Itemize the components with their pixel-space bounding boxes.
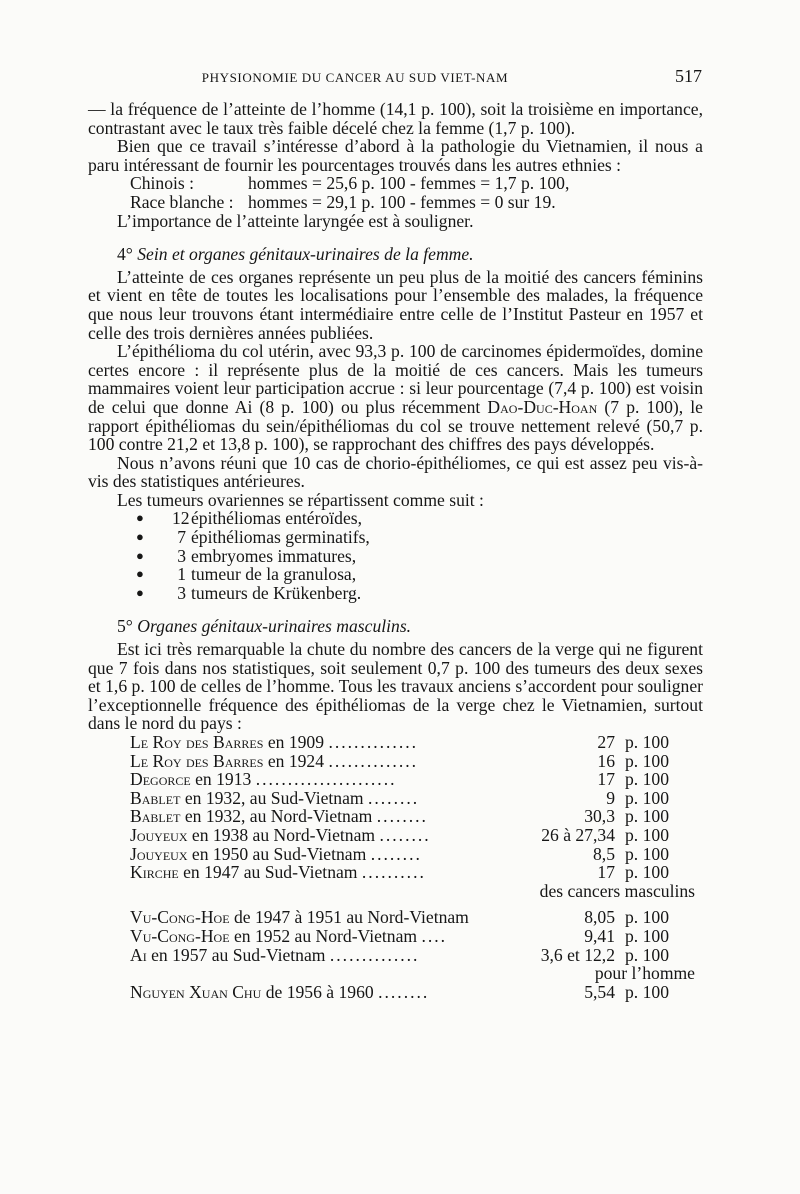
table-note: pour l’homme (594, 963, 695, 984)
author-name: Dao-Duc-Hoan (487, 396, 598, 417)
author-name: Vu-Cong-Hoe (130, 908, 230, 927)
section-number: 4° (117, 244, 133, 265)
row-value: 26 à 27,34 (541, 824, 615, 845)
table-row (130, 946, 695, 965)
statistics-table (130, 733, 695, 1001)
table-row (130, 752, 695, 771)
leader-dots: .... (421, 926, 448, 946)
row-unit: p. 100 (625, 824, 669, 845)
table-row (130, 845, 695, 864)
leader-dots: ........ (379, 825, 431, 845)
author-name: Jouyeux (130, 825, 188, 845)
author-name: Nguyen Xuan Chu (130, 982, 262, 1002)
paragraph: Les tumeurs ovariennes se répartissent comme suit : (117, 489, 484, 510)
row-value: 9 (606, 787, 615, 808)
row-value: 17 (597, 769, 615, 790)
author-name: Le Roy des Barres (130, 733, 264, 752)
row-unit: p. 100 (625, 732, 669, 752)
table-row (130, 826, 695, 845)
author-name: Kirche (130, 863, 179, 882)
item-count: 1 (177, 564, 186, 585)
row-unit: p. 100 (625, 944, 669, 965)
row-text: de 1956 à 1960 (265, 982, 374, 1002)
paragraph: — la fréquence de l’atteinte de l’homme (14,1 p. 100), soit la troisième en importance, contrastant avec le taux très faible décelé chez la femme (1,7 p. 100). (88, 99, 703, 138)
row-value: 9,41 (584, 925, 615, 946)
author-name: Le Roy des Barres (130, 751, 264, 771)
paragraph: L’importance de l’atteinte laryngée est à souligner. (117, 210, 474, 231)
leader-dots: ........ (367, 788, 420, 808)
row-text: de 1947 à 1951 au Nord-Vietnam (233, 908, 469, 927)
table-row (130, 927, 695, 946)
section-number: 5° (117, 616, 133, 637)
leader-dots: ...................... (255, 770, 397, 789)
list-item (136, 584, 703, 603)
leader-dots: ........ (376, 807, 428, 826)
row-unit: p. 100 (625, 769, 669, 790)
row-unit: p. 100 (625, 806, 669, 827)
item-count: 3 (177, 545, 186, 566)
row-text: en 1913 (195, 770, 252, 789)
row-text: en 1909 (267, 733, 325, 752)
page-header (90, 66, 710, 90)
ethnie-label: Chinois : (130, 173, 195, 194)
item-text: épithéliomas entéroïdes, (191, 508, 362, 529)
author-name: Degorce (130, 770, 191, 789)
author-name: Vu-Cong-Hoe (130, 926, 230, 946)
paragraph-text: L’épithélioma du col utérin, avec 93,3 p. 100 de carcinomes épidermoïdes, domine certes encore : il représente plus de la moitié de ces cancers. Mais les tumeurs mammaires voient leur participation accrue : si leur pourcentage (7,4 p. 100) est voisin de celui que donne Ai (8 p. 100) ou plus récemment (88, 341, 703, 417)
table-note: des cancers masculins (539, 880, 695, 901)
table-row (130, 908, 695, 927)
leader-dots: .......... (361, 863, 426, 882)
section-title: Sein et organes génitaux-urinaires de la femme. (137, 244, 474, 265)
row-value: 8,5 (593, 843, 615, 864)
ethnie-label: Race blanche : (130, 191, 234, 212)
item-text: tumeurs de Krükenberg. (191, 582, 362, 603)
row-value: 30,3 (584, 806, 615, 827)
leader-dots: ........ (378, 982, 430, 1002)
row-unit: p. 100 (625, 750, 669, 771)
item-text: épithéliomas germinatifs, (191, 527, 370, 548)
table-row (130, 807, 695, 826)
paragraph (88, 342, 703, 454)
table-note-row (130, 882, 695, 901)
row-value: 5,54 (584, 981, 615, 1002)
row-text: en 1938 au Nord-Vietnam (191, 825, 376, 845)
row-text: en 1957 au Sud-Vietnam (151, 945, 326, 965)
author-name: Ai (130, 945, 147, 965)
row-text: en 1952 au Nord-Vietnam (233, 926, 418, 946)
leader-dots: .............. (329, 945, 420, 965)
table-row (130, 770, 695, 789)
paragraph-text: (7 p. 100), le rapport épithéliomas du sein/épithéliomas du col se trouve nettement relevé (50,7 p. 100 contre 21,2 et 13,8 p. 100), se rapprochant des chiffres des pays développés. (88, 396, 703, 455)
table-row (130, 789, 695, 808)
leader-dots: .............. (328, 733, 419, 752)
author-name: Jouyeux (130, 844, 188, 864)
author-name: Bablet (130, 788, 181, 808)
table-row (130, 983, 695, 1002)
list-item (136, 528, 703, 547)
tumeurs-list (136, 509, 703, 602)
paragraph: L’atteinte de ces organes représente un peu plus de la moitié des cancers féminins et vient en tête de toutes les localisations pour l’ensemble des malades, la fréquence que nous leur trouvons étant intermédiaire entre celle de l’Institut Pasteur en 1957 et celle des trois dernières années publiées. (88, 266, 703, 343)
paragraph: Bien que ce travail s’intéresse d’abord à la pathologie du Vietnamien, il nous a paru intéressant de fournir les pourcentages trouvés dans les autres ethnies : (88, 136, 703, 175)
row-value: 8,05 (584, 907, 615, 928)
item-count: 12 (172, 508, 190, 529)
table-row (130, 733, 695, 752)
list-item (136, 509, 703, 528)
list-item (136, 547, 703, 566)
ethnie-text: hommes = 25,6 p. 100 - femmes = 1,7 p. 100, (248, 173, 570, 194)
item-text: embryomes immatures, (191, 545, 357, 566)
section-heading (117, 245, 703, 264)
row-unit: p. 100 (625, 787, 669, 808)
ethnie-text: hommes = 29,1 p. 100 - femmes = 0 sur 19. (248, 191, 556, 212)
author-name: Bablet (130, 807, 181, 826)
item-count: 7 (177, 527, 186, 548)
page-body (88, 100, 703, 1001)
row-unit: p. 100 (625, 925, 669, 946)
section-title: Organes génitaux-urinaires masculins. (137, 616, 412, 637)
row-text: en 1932, au Sud-Vietnam (184, 788, 364, 808)
row-text: en 1932, au Nord-Vietnam (184, 807, 373, 826)
row-text: en 1924 (267, 751, 325, 771)
section-heading (117, 617, 703, 636)
row-value: 3,6 et 12,2 (540, 944, 615, 965)
row-text: en 1947 au Sud-Vietnam (183, 863, 358, 882)
paragraph: Est ici très remarquable la chute du nombre des cancers de la verge qui ne figurent que 7 fois dans nos statistiques, soit seulement 0,7 p. 100 des tumeurs des deux sexes et 1,6 p. 100 de celles de l’homme. Tous les travaux anciens s’accordent pour souligner l’exceptionnelle fréquence des épithéliomas de la verge chez le Vietnamien, surtout dans le nord du pays : (88, 639, 703, 734)
item-text: tumeur de la granulosa, (191, 564, 357, 585)
row-value: 17 (597, 862, 615, 883)
row-unit: p. 100 (625, 843, 669, 864)
running-title: PHYSIONOMIE DU CANCER AU SUD VIET-NAM (201, 70, 509, 85)
row-unit: p. 100 (625, 862, 669, 883)
ethnie-line (130, 174, 703, 193)
row-unit: p. 100 (625, 907, 669, 928)
table-note-row (130, 964, 695, 983)
list-item (136, 565, 703, 584)
item-count: 3 (177, 582, 186, 603)
table-row (130, 863, 695, 882)
page-number: 517 (675, 66, 702, 86)
row-value: 16 (597, 750, 615, 771)
leader-dots: ........ (370, 844, 422, 864)
leader-dots: .............. (328, 751, 419, 771)
row-unit: p. 100 (625, 981, 669, 1002)
ethnie-line (130, 193, 703, 212)
row-value: 27 (597, 732, 615, 752)
row-text: en 1950 au Sud-Vietnam (191, 844, 367, 864)
paragraph: Nous n’avons réuni que 10 cas de chorio-épithéliomes, ce qui est assez peu vis-à-vis des statistiques antérieures. (88, 452, 703, 492)
